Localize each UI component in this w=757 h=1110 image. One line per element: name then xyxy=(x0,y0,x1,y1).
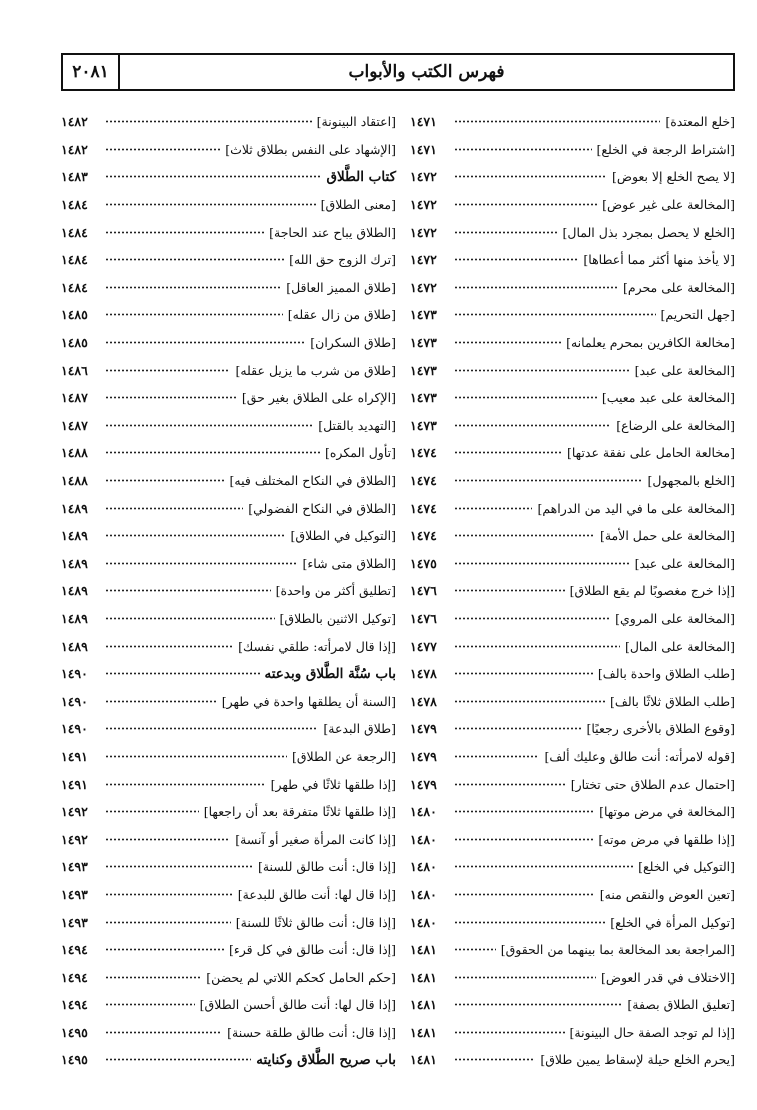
page-header xyxy=(61,53,735,91)
index-entry xyxy=(410,605,735,633)
index-entry xyxy=(61,384,396,412)
index-entry xyxy=(61,246,396,274)
page-title: فهرس الكتب والأبواب xyxy=(348,62,505,82)
entry-title: [إذا خرج مغصوبًا لم يقع الطلاق] xyxy=(569,583,735,599)
index-entry xyxy=(61,108,396,136)
entry-page-number: ١٤٧١ xyxy=(410,141,437,157)
index-entry xyxy=(61,770,396,798)
entry-page-number: ١٤٧٣ xyxy=(410,307,437,323)
index-entry xyxy=(410,439,735,467)
entry-title: [إذا قال: أنت طالق طلقة حسنة] xyxy=(227,1024,396,1040)
entry-page-number: ١٤٧٣ xyxy=(410,362,437,378)
index-entry xyxy=(410,246,735,274)
entry-page-number: ١٤٩٣ xyxy=(61,859,88,875)
entry-page-number: ١٤٩٤ xyxy=(61,942,88,958)
index-entry xyxy=(410,467,735,495)
entry-page-number: ١٤٩٥ xyxy=(61,1052,88,1068)
index-entry xyxy=(410,274,735,302)
entry-page-number: ١٤٨٨ xyxy=(61,473,88,489)
dot-leader xyxy=(454,1000,622,1009)
entry-title: [طلاق من زال عقله] xyxy=(287,307,396,323)
entry-title: [إذا قال: أنت طالق في كل قرء] xyxy=(229,942,396,958)
index-entry xyxy=(410,853,735,881)
dot-leader xyxy=(454,642,620,651)
index-entry xyxy=(410,936,735,964)
index-entry xyxy=(410,963,735,991)
dot-leader xyxy=(105,890,233,899)
entry-title: [الإشهاد على النفس بطلاق ثلاث] xyxy=(225,141,396,157)
dot-leader xyxy=(454,504,532,513)
dot-leader xyxy=(454,669,593,678)
dot-leader xyxy=(454,228,557,237)
entry-page-number: ١٤٧٤ xyxy=(410,500,437,516)
dot-leader xyxy=(105,559,298,568)
entry-page-number: ١٤٧٢ xyxy=(410,224,437,240)
dot-leader xyxy=(105,228,264,237)
entry-page-number: ١٤٨٨ xyxy=(61,445,88,461)
entry-title: [إذا قال: أنت طالق ثلاثًا للسنة] xyxy=(235,914,396,930)
dot-leader xyxy=(454,780,566,789)
dot-leader xyxy=(454,476,642,485)
entry-title: [الاختلاف في قدر العوض] xyxy=(600,969,735,985)
dot-leader xyxy=(105,448,320,457)
entry-page-number: ١٤٨٧ xyxy=(61,417,88,433)
index-entry xyxy=(410,743,735,771)
index-entry xyxy=(410,770,735,798)
dot-leader xyxy=(105,669,260,678)
dot-leader xyxy=(454,531,595,540)
entry-title: [لا يأخذ منها أكثر مما أعطاها] xyxy=(583,252,735,268)
dot-leader xyxy=(105,310,283,319)
entry-title: [طلاق من شرب ما يزيل عقله] xyxy=(235,362,396,378)
section-heading: باب صريح الطَّلاق وكنايته xyxy=(256,1051,396,1068)
dot-leader xyxy=(454,945,496,954)
dot-leader xyxy=(454,890,595,899)
index-entry xyxy=(61,853,396,881)
dot-leader xyxy=(105,172,322,181)
index-entry xyxy=(61,687,396,715)
dot-leader xyxy=(454,724,582,733)
index-entry xyxy=(61,301,396,329)
entry-page-number: ١٤٧٤ xyxy=(410,473,437,489)
entry-page-number: ١٤٩٠ xyxy=(61,666,88,682)
entry-page-number: ١٤٨٩ xyxy=(61,500,88,516)
index-entry xyxy=(410,522,735,550)
entry-title: [تعليق الطلاق بصفة] xyxy=(627,997,735,1013)
index-entry xyxy=(410,356,735,384)
entry-title: [توكيل المرأة في الخلع] xyxy=(610,914,735,930)
entry-title: [المخالعة في مرض موتها] xyxy=(599,804,735,820)
entry-title: [ترك الزوج حق الله] xyxy=(289,252,396,268)
dot-leader xyxy=(454,862,633,871)
index-entry xyxy=(410,550,735,578)
index-entry xyxy=(410,798,735,826)
section-heading: كتاب الطَّلاق xyxy=(326,168,396,185)
index-entry xyxy=(410,218,735,246)
entry-title: [توكيل الاثنين بالطلاق] xyxy=(279,610,396,626)
dot-leader xyxy=(454,117,660,126)
index-entry xyxy=(410,108,735,136)
index-entry xyxy=(61,163,396,191)
entry-page-number: ١٤٨٢ xyxy=(61,114,88,130)
entry-page-number: ١٤٧٢ xyxy=(410,279,437,295)
dot-leader xyxy=(105,531,286,540)
entry-title: [اشتراط الرجعة في الخلع] xyxy=(596,141,735,157)
entry-page-number: ١٤٨٩ xyxy=(61,528,88,544)
entry-page-number: ١٤٨٢ xyxy=(61,141,88,157)
dot-leader xyxy=(454,752,539,761)
entry-title: [إذا طلقها ثلاثًا في طهر] xyxy=(270,776,396,792)
entry-title: [مخالعة الكافرين بمحرم يعلمانه] xyxy=(566,335,735,351)
dot-leader xyxy=(105,476,225,485)
entry-page-number: ١٤٨١ xyxy=(410,1052,437,1068)
entry-page-number: ١٤٩٣ xyxy=(61,886,88,902)
entry-page-number: ١٤٧٢ xyxy=(410,252,437,268)
dot-leader xyxy=(105,835,230,844)
entry-page-number: ١٤٨٦ xyxy=(61,362,88,378)
entry-page-number: ١٤٧٢ xyxy=(410,197,437,213)
entry-title: [التوكيل في الطلاق] xyxy=(290,528,396,544)
index-entry xyxy=(61,743,396,771)
dot-leader xyxy=(105,586,271,595)
dot-leader xyxy=(105,117,312,126)
dot-leader xyxy=(105,366,230,375)
index-entry xyxy=(61,439,396,467)
dot-leader xyxy=(105,338,305,347)
index-entry xyxy=(61,605,396,633)
entry-title: [تأول المكره] xyxy=(325,445,396,461)
entry-title: [الطلاق متى شاء] xyxy=(302,555,396,571)
entry-page-number: ١٤٨٩ xyxy=(61,583,88,599)
entry-title: [خلع المعتدة] xyxy=(665,114,735,130)
entry-title: [المخالعة على محرم] xyxy=(622,279,735,295)
dot-leader xyxy=(454,366,630,375)
entry-page-number: ١٤٧٩ xyxy=(410,721,437,737)
dot-leader xyxy=(454,200,597,209)
index-entry xyxy=(410,632,735,660)
index-entry xyxy=(61,908,396,936)
dot-leader xyxy=(454,145,592,154)
entry-title: [المخالعة على عبد معيب] xyxy=(601,390,735,406)
index-column-left xyxy=(61,108,396,1074)
entry-title: [إذا لم توجد الصفة حال البينونة] xyxy=(569,1024,735,1040)
entry-page-number: ١٤٨٠ xyxy=(410,831,437,847)
index-entry xyxy=(410,163,735,191)
index-entry xyxy=(61,660,396,688)
index-entry xyxy=(61,1019,396,1047)
entry-page-number: ١٤٧٦ xyxy=(410,610,437,626)
dot-leader xyxy=(105,393,237,402)
entry-page-number: ١٤٨٤ xyxy=(61,252,88,268)
entry-title: [إذا طلقها في مرض موته] xyxy=(598,831,735,847)
entry-page-number: ١٤٧١ xyxy=(410,114,437,130)
entry-page-number: ١٤٧٤ xyxy=(410,528,437,544)
entry-page-number: ١٤٨٠ xyxy=(410,886,437,902)
index-entry xyxy=(61,632,396,660)
entry-title: [وقوع الطلاق بالأخرى رجعيًا] xyxy=(586,721,735,737)
dot-leader xyxy=(454,338,561,347)
dot-leader xyxy=(454,310,656,319)
entry-title: [حكم الحامل كحكم اللاتي لم يحضن] xyxy=(206,969,396,985)
index-entry xyxy=(61,963,396,991)
index-entry xyxy=(410,881,735,909)
entry-title: [قوله لامرأته: أنت طالق وعليك ألف] xyxy=(544,748,735,764)
entry-page-number: ١٤٧٩ xyxy=(410,776,437,792)
dot-leader xyxy=(454,973,596,982)
entry-title: [تطليق أكثر من واحدة] xyxy=(275,583,396,599)
entry-page-number: ١٤٨١ xyxy=(410,969,437,985)
entry-title: [التوكيل في الخلع] xyxy=(638,859,735,875)
entry-page-number: ١٤٨٩ xyxy=(61,638,88,654)
entry-title: [الطلاق يباح عند الحاجة] xyxy=(269,224,396,240)
dot-leader xyxy=(105,1055,251,1064)
dot-leader xyxy=(105,945,224,954)
index-entry xyxy=(61,825,396,853)
page-number: ٢٠٨١ xyxy=(72,62,109,82)
dot-leader xyxy=(454,172,607,181)
index-entry xyxy=(61,412,396,440)
entry-page-number: ١٤٧٣ xyxy=(410,417,437,433)
entry-title: [إذا قال: أنت طالق للسنة] xyxy=(257,859,396,875)
entry-page-number: ١٤٩٥ xyxy=(61,1024,88,1040)
dot-leader xyxy=(105,1028,222,1037)
header-divider xyxy=(118,55,120,89)
index-entry xyxy=(61,467,396,495)
index-entry xyxy=(61,191,396,219)
entry-title: [المخالعة على حمل الأمة] xyxy=(599,528,735,544)
dot-leader xyxy=(454,393,597,402)
entry-page-number: ١٤٧٣ xyxy=(410,390,437,406)
entry-page-number: ١٤٩٠ xyxy=(61,693,88,709)
index-entry xyxy=(410,715,735,743)
index-entry xyxy=(61,577,396,605)
index-entry xyxy=(61,715,396,743)
entry-page-number: ١٤٨٧ xyxy=(61,390,88,406)
dot-leader xyxy=(454,835,593,844)
dot-leader xyxy=(105,421,313,430)
index-entry xyxy=(61,1046,396,1074)
index-entry xyxy=(61,329,396,357)
index-entry xyxy=(61,274,396,302)
dot-leader xyxy=(105,642,233,651)
entry-page-number: ١٤٨٥ xyxy=(61,307,88,323)
entry-title: [يحرم الخلع حيلة لإسقاط يمين طلاق] xyxy=(540,1052,735,1068)
entry-title: [جهل التحريم] xyxy=(660,307,735,323)
index-entry xyxy=(410,384,735,412)
entry-title: [الطلاق في النكاح الفضولي] xyxy=(248,500,396,516)
entry-title: [طلاق السكران] xyxy=(310,335,396,351)
dot-leader xyxy=(454,1028,565,1037)
index-entry xyxy=(410,1019,735,1047)
entry-page-number: ١٤٨٤ xyxy=(61,224,88,240)
entry-title: [معنى الطلاق] xyxy=(320,197,396,213)
entry-title: [احتمال عدم الطلاق حتى تختار] xyxy=(570,776,735,792)
entry-page-number: ١٤٧٧ xyxy=(410,638,437,654)
entry-title: [التهديد بالقتل] xyxy=(318,417,396,433)
dot-leader xyxy=(105,1000,195,1009)
dot-leader xyxy=(105,862,253,871)
entry-page-number: ١٤٧٤ xyxy=(410,445,437,461)
dot-leader xyxy=(454,421,611,430)
entry-title: [المراجعة بعد المخالعة بما بينهما من الحقوق] xyxy=(500,942,735,958)
index-entry xyxy=(61,798,396,826)
entry-title: [اعتقاد البينونة] xyxy=(316,114,396,130)
entry-title: [المخالعة على غير عوض] xyxy=(602,197,735,213)
entry-page-number: ١٤٧٥ xyxy=(410,555,437,571)
index-entry xyxy=(61,494,396,522)
entry-title: [المخالعة على ما في اليد من الدراهم] xyxy=(537,500,735,516)
entry-page-number: ١٤٧٢ xyxy=(410,169,437,185)
dot-leader xyxy=(105,697,217,706)
entry-title: [الخلع بالمجهول] xyxy=(647,473,735,489)
index-entry xyxy=(410,908,735,936)
entry-title: [المخالعة على المروي] xyxy=(615,610,735,626)
entry-page-number: ١٤٨٩ xyxy=(61,610,88,626)
entry-page-number: ١٤٨٠ xyxy=(410,914,437,930)
entry-title: [إذا قال لامرأته: طلقي نفسك] xyxy=(238,638,396,654)
entry-title: [طلاق البدعة] xyxy=(323,721,396,737)
index-entry xyxy=(61,356,396,384)
entry-title: [إذا كانت المرأة صغير أو آنسة] xyxy=(235,831,396,847)
index-entry xyxy=(410,660,735,688)
entry-page-number: ١٤٩١ xyxy=(61,748,88,764)
dot-leader xyxy=(105,504,243,513)
dot-leader xyxy=(454,614,610,623)
dot-leader xyxy=(105,780,266,789)
dot-leader xyxy=(105,145,220,154)
dot-leader xyxy=(105,255,284,264)
dot-leader xyxy=(105,200,316,209)
dot-leader xyxy=(454,1055,535,1064)
entry-title: [الطلاق في النكاح المختلف فيه] xyxy=(229,473,396,489)
dot-leader xyxy=(454,586,565,595)
index-entry xyxy=(410,412,735,440)
entry-title: [المخالعة على عبد] xyxy=(634,362,735,378)
index-column-right xyxy=(410,108,735,1074)
dot-leader xyxy=(454,448,562,457)
index-entry xyxy=(410,329,735,357)
entry-page-number: ١٤٧٩ xyxy=(410,748,437,764)
dot-leader xyxy=(105,614,275,623)
entry-page-number: ١٤٧٣ xyxy=(410,335,437,351)
entry-page-number: ١٤٧٦ xyxy=(410,583,437,599)
dot-leader xyxy=(105,918,231,927)
index-entry xyxy=(61,522,396,550)
dot-leader xyxy=(105,807,199,816)
dot-leader xyxy=(454,255,578,264)
index-entry xyxy=(61,136,396,164)
dot-leader xyxy=(454,807,594,816)
entry-title: [إذا قال لها: أنت طالق أحسن الطلاق] xyxy=(199,997,396,1013)
entry-page-number: ١٤٨٥ xyxy=(61,335,88,351)
entry-page-number: ١٤٨١ xyxy=(410,942,437,958)
entry-page-number: ١٤٨٠ xyxy=(410,804,437,820)
dot-leader xyxy=(105,752,287,761)
entry-title: [المخالعة على عبد] xyxy=(634,555,735,571)
entry-page-number: ١٤٩٤ xyxy=(61,969,88,985)
section-heading: باب سُنَّة الطَّلاق وبدعته xyxy=(264,665,396,682)
index-entry xyxy=(61,881,396,909)
entry-page-number: ١٤٩٤ xyxy=(61,997,88,1013)
index-entry xyxy=(410,494,735,522)
entry-page-number: ١٤٧٨ xyxy=(410,666,437,682)
entry-title: [إذا قال لها: أنت طالق للبدعة] xyxy=(237,886,396,902)
entry-page-number: ١٤٩٢ xyxy=(61,804,88,820)
index-entry xyxy=(61,218,396,246)
dot-leader xyxy=(105,724,318,733)
entry-page-number: ١٤٨١ xyxy=(410,1024,437,1040)
dot-leader xyxy=(454,697,605,706)
entry-title: [الخلع لا يحصل بمجرد بذل المال] xyxy=(562,224,735,240)
index-entry xyxy=(410,1046,735,1074)
entry-title: [السنة أن يطلقها واحدة في طهر] xyxy=(221,693,396,709)
entry-page-number: ١٤٨٣ xyxy=(61,169,88,185)
entry-title: [تعين العوض والنقص منه] xyxy=(599,886,735,902)
index-entry xyxy=(410,825,735,853)
entry-title: [الرجعة عن الطلاق] xyxy=(291,748,396,764)
entry-title: [لا يصح الخلع إلا بعوض] xyxy=(612,169,735,185)
entry-title: [المخالعة على الرضاع] xyxy=(616,417,735,433)
entry-page-number: ١٤٨١ xyxy=(410,997,437,1013)
entry-page-number: ١٤٨٤ xyxy=(61,197,88,213)
entry-title: [المخالعة على المال] xyxy=(624,638,735,654)
entry-page-number: ١٤٩٣ xyxy=(61,914,88,930)
index-entry xyxy=(410,577,735,605)
dot-leader xyxy=(454,283,618,292)
index-entry xyxy=(410,991,735,1019)
index-entry xyxy=(410,687,735,715)
entry-page-number: ١٤٩٢ xyxy=(61,831,88,847)
dot-leader xyxy=(105,283,281,292)
dot-leader xyxy=(105,973,201,982)
entry-title: [إذا طلقها ثلاثًا متفرقة بعد أن راجعها] xyxy=(203,804,396,820)
dot-leader xyxy=(454,918,605,927)
index-entry xyxy=(410,301,735,329)
index-entry xyxy=(61,936,396,964)
index-entry xyxy=(61,550,396,578)
entry-title: [مخالعة الحامل على نفقة عدتها] xyxy=(567,445,735,461)
entry-page-number: ١٤٩١ xyxy=(61,776,88,792)
entry-title: [طلب الطلاق ثلاثًا بالف] xyxy=(610,693,735,709)
entry-page-number: ١٤٨٩ xyxy=(61,555,88,571)
index-entry xyxy=(61,991,396,1019)
entry-page-number: ١٤٨٠ xyxy=(410,859,437,875)
entry-title: [طلاق المميز العاقل] xyxy=(286,279,396,295)
entry-page-number: ١٤٩٠ xyxy=(61,721,88,737)
entry-page-number: ١٤٧٨ xyxy=(410,693,437,709)
index-entry xyxy=(410,191,735,219)
dot-leader xyxy=(454,559,630,568)
index-entry xyxy=(410,136,735,164)
entry-title: [طلب الطلاق واحدة بالف] xyxy=(597,666,735,682)
entry-page-number: ١٤٨٤ xyxy=(61,279,88,295)
entry-title: [الإكراه على الطلاق بغير حق] xyxy=(241,390,396,406)
